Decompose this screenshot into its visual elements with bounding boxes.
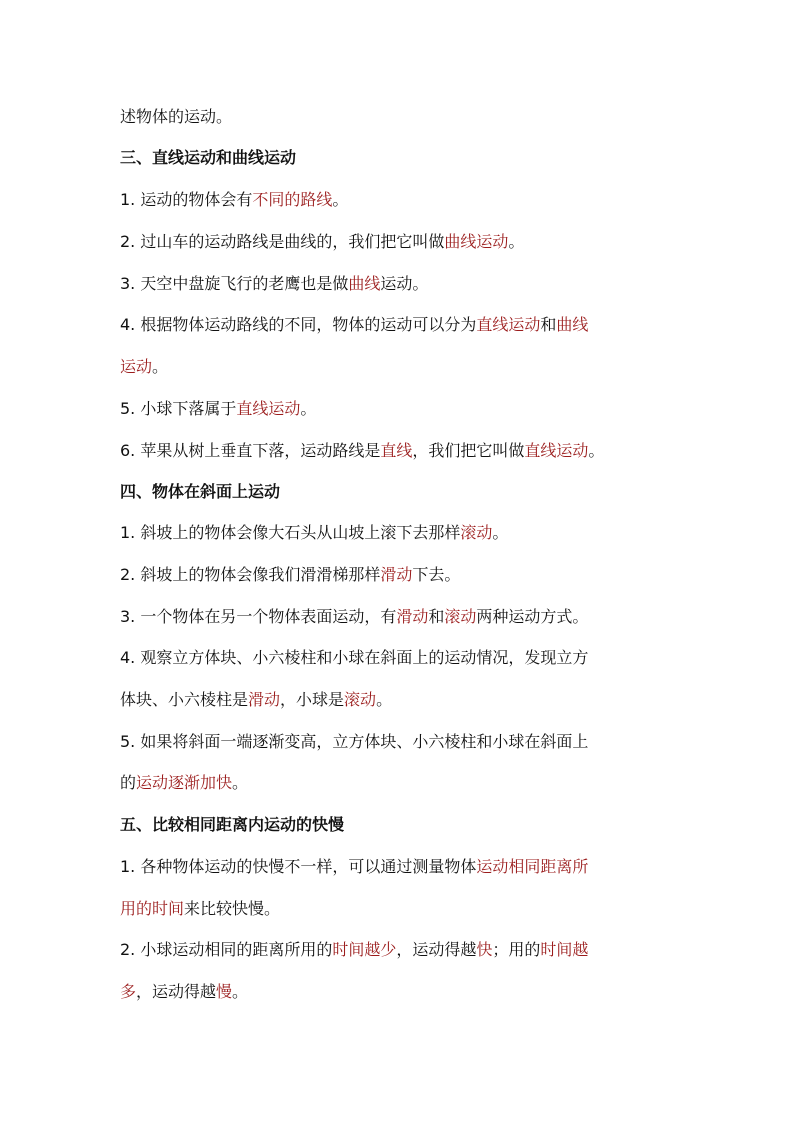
paragraph-line bbox=[120, 688, 680, 712]
text-segment: 。 bbox=[232, 982, 249, 1001]
paragraph-line bbox=[120, 646, 680, 670]
highlighted-text: 直线运动 bbox=[524, 441, 589, 460]
text-segment: 下去。 bbox=[412, 565, 461, 584]
text-segment: 5. 如果将斜面一端逐渐变高，立方体块、小六棱柱和小球在斜面上 bbox=[120, 732, 589, 751]
text-segment: 。 bbox=[152, 357, 169, 376]
highlighted-text: 曲线运动 bbox=[444, 232, 509, 251]
text-segment: 1. 各种物体运动的快慢不一样，可以通过测量物体 bbox=[120, 857, 477, 876]
text-segment: 。 bbox=[492, 523, 509, 542]
highlighted-text: 曲线 bbox=[348, 274, 381, 293]
paragraph-line bbox=[120, 355, 680, 379]
section-heading bbox=[120, 480, 680, 504]
section-heading bbox=[120, 813, 680, 837]
paragraph-line bbox=[120, 313, 680, 337]
text-segment: 运动。 bbox=[380, 274, 429, 293]
text-segment: 。 bbox=[232, 773, 249, 792]
paragraph-line bbox=[120, 272, 680, 296]
paragraph-line bbox=[120, 188, 680, 212]
paragraph-line bbox=[120, 563, 680, 587]
text-segment: 4. 观察立方体块、小六棱柱和小球在斜面上的运动情况，发现立方 bbox=[120, 648, 589, 667]
highlighted-text: 直线 bbox=[380, 441, 413, 460]
highlighted-text: 滑动 bbox=[380, 565, 413, 584]
highlighted-text: 滑动 bbox=[396, 607, 429, 626]
paragraph-line bbox=[120, 605, 680, 629]
paragraph-line bbox=[120, 105, 680, 129]
text-segment: 的 bbox=[120, 773, 137, 792]
highlighted-text: 滑动 bbox=[248, 690, 281, 709]
paragraph-line bbox=[120, 230, 680, 254]
highlighted-text: 滚动 bbox=[444, 607, 477, 626]
highlighted-text: 时间越少 bbox=[332, 940, 397, 959]
text-segment: ，运动得越 bbox=[396, 940, 477, 959]
text-segment: 体块、小六棱柱是 bbox=[120, 690, 249, 709]
text-segment: 来比较快慢。 bbox=[184, 899, 281, 918]
text-segment: 四、物体在斜面上运动 bbox=[120, 482, 281, 501]
text-segment: 2. 斜坡上的物体会像我们滑滑梯那样 bbox=[120, 565, 381, 584]
paragraph-line bbox=[120, 855, 680, 879]
paragraph-line bbox=[120, 730, 680, 754]
highlighted-text: 曲线 bbox=[556, 315, 589, 334]
paragraph-line bbox=[120, 897, 680, 921]
highlighted-text: 用的时间 bbox=[120, 899, 185, 918]
paragraph-line bbox=[120, 938, 680, 962]
highlighted-text: 快 bbox=[476, 940, 493, 959]
text-segment: 3. 天空中盘旋飞行的老鹰也是做 bbox=[120, 274, 349, 293]
text-segment: ；用的 bbox=[492, 940, 541, 959]
highlighted-text: 慢 bbox=[216, 982, 233, 1001]
highlighted-text: 时间越 bbox=[540, 940, 589, 959]
section-heading bbox=[120, 146, 680, 170]
text-segment: 三、直线运动和曲线运动 bbox=[120, 148, 297, 167]
text-segment: 。 bbox=[300, 399, 317, 418]
text-segment: 3. 一个物体在另一个物体表面运动，有 bbox=[120, 607, 397, 626]
text-segment: 五、比较相同距离内运动的快慢 bbox=[120, 815, 345, 834]
highlighted-text: 多 bbox=[120, 982, 137, 1001]
text-segment: 2. 过山车的运动路线是曲线的，我们把它叫做 bbox=[120, 232, 445, 251]
text-segment: 6. 苹果从树上垂直下落，运动路线是 bbox=[120, 441, 381, 460]
text-segment: 2. 小球运动相同的距离所用的 bbox=[120, 940, 333, 959]
text-segment: ，小球是 bbox=[280, 690, 345, 709]
paragraph-line bbox=[120, 439, 680, 463]
text-segment: 4. 根据物体运动路线的不同，物体的运动可以分为 bbox=[120, 315, 477, 334]
text-segment: ，我们把它叫做 bbox=[412, 441, 525, 460]
text-segment: 。 bbox=[588, 441, 605, 460]
paragraph-line bbox=[120, 521, 680, 545]
highlighted-text: 滚动 bbox=[460, 523, 493, 542]
highlighted-text: 不同的路线 bbox=[252, 190, 333, 209]
highlighted-text: 滚动 bbox=[344, 690, 377, 709]
paragraph-line bbox=[120, 397, 680, 421]
highlighted-text: 运动逐渐加快 bbox=[136, 773, 233, 792]
paragraph-line bbox=[120, 771, 680, 795]
text-segment: 5. 小球下落属于 bbox=[120, 399, 237, 418]
text-segment: ，运动得越 bbox=[136, 982, 217, 1001]
text-segment: 和 bbox=[540, 315, 557, 334]
text-segment: 1. 运动的物体会有 bbox=[120, 190, 253, 209]
text-segment: 。 bbox=[508, 232, 525, 251]
text-segment: 1. 斜坡上的物体会像大石头从山坡上滚下去那样 bbox=[120, 523, 461, 542]
text-segment: 。 bbox=[376, 690, 393, 709]
text-segment: 和 bbox=[428, 607, 445, 626]
highlighted-text: 运动相同距离所 bbox=[476, 857, 589, 876]
text-segment: 。 bbox=[332, 190, 349, 209]
text-segment: 两种运动方式。 bbox=[476, 607, 589, 626]
paragraph-line bbox=[120, 980, 680, 1004]
highlighted-text: 运动 bbox=[120, 357, 153, 376]
highlighted-text: 直线运动 bbox=[476, 315, 541, 334]
highlighted-text: 直线运动 bbox=[236, 399, 301, 418]
text-segment: 述物体的运动。 bbox=[120, 107, 233, 126]
